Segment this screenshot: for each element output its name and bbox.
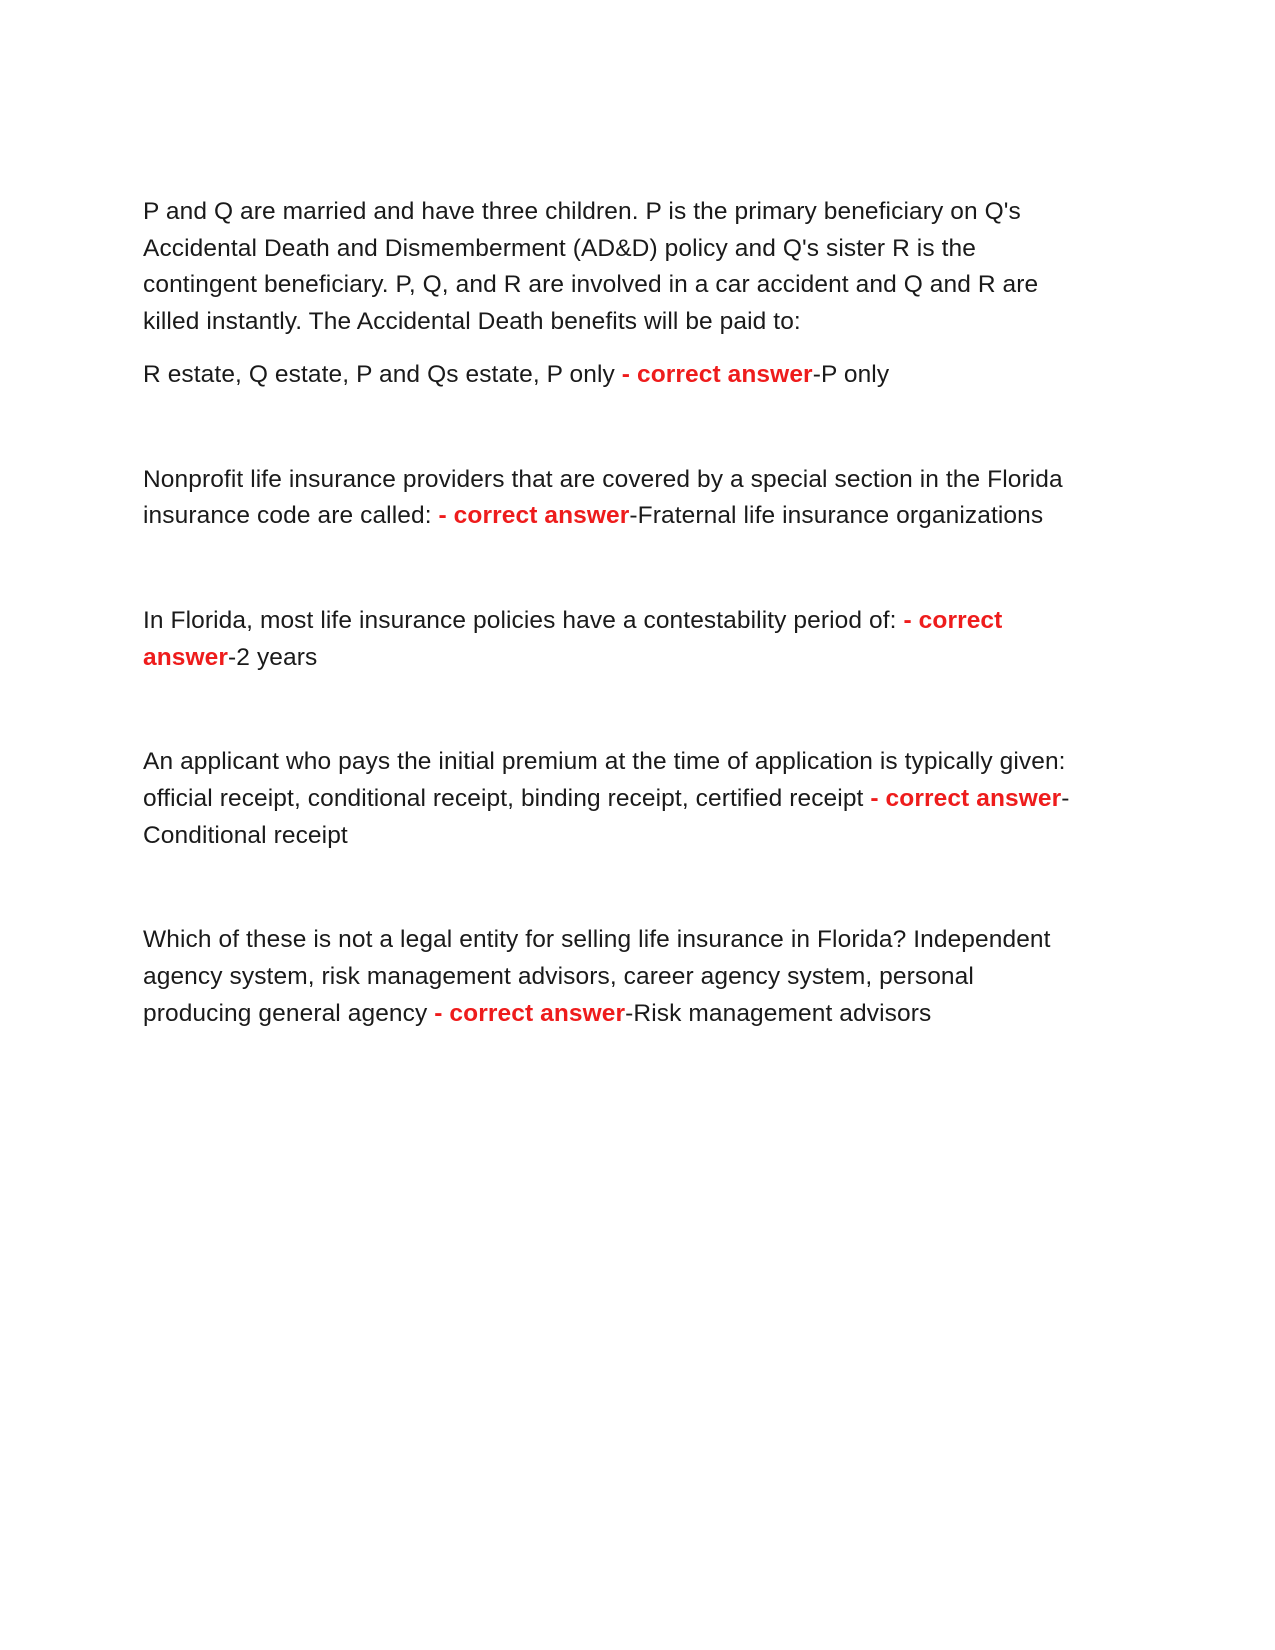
question-3-answer: -2 years <box>228 643 318 671</box>
question-2-answer: -Fraternal life insurance organizations <box>629 502 1044 530</box>
question-4-answer: -Conditional receipt <box>143 785 1070 849</box>
correct-answer-marker: - correct answer <box>870 785 1062 813</box>
question-5-answer: -Risk management advisors <box>625 999 932 1027</box>
document-content <box>143 194 1078 1033</box>
question-4-text <box>143 744 1078 854</box>
question-1-options: R estate, Q estate, P and Qs estate, P only <box>143 360 622 388</box>
question-1-answer: -P only <box>812 360 890 388</box>
question-2-text <box>143 462 1078 535</box>
question-4-question: An applicant who pays the initial premium at the time of application is typically given: official receipt, conditional receipt, binding receipt, certified receipt <box>143 748 1066 813</box>
correct-answer-marker: - correct answer <box>438 502 630 530</box>
question-5-question: Which of these is not a legal entity for selling life insurance in Florida? Independent agency system, risk management advisors, career agency system, personal producing general agency <box>143 926 1051 1027</box>
question-5-text <box>143 922 1078 1032</box>
question-1-question: P and Q are married and have three children. P is the primary beneficiary on Q's Accidental Death and Dismemberment (AD&D) policy and Q's sister R is the contingent beneficiary. P, Q, and R are involved in a car accident and Q and R are killed instantly. The Accidental Death benefits will be paid to: <box>143 198 1039 336</box>
correct-answer-marker: - correct answer <box>143 606 1003 671</box>
question-3-text <box>143 603 1078 676</box>
correct-answer-marker: - correct answer <box>621 360 813 388</box>
question-3-question: In Florida, most life insurance policies have a contestability period of: <box>143 606 904 634</box>
question-1-options-line <box>143 357 1078 394</box>
question-2-question: Nonprofit life insurance providers that are covered by a special section in the Florida insurance code are called: <box>143 465 1063 530</box>
question-1-text <box>143 194 1078 341</box>
correct-answer-marker: - correct answer <box>434 999 626 1027</box>
